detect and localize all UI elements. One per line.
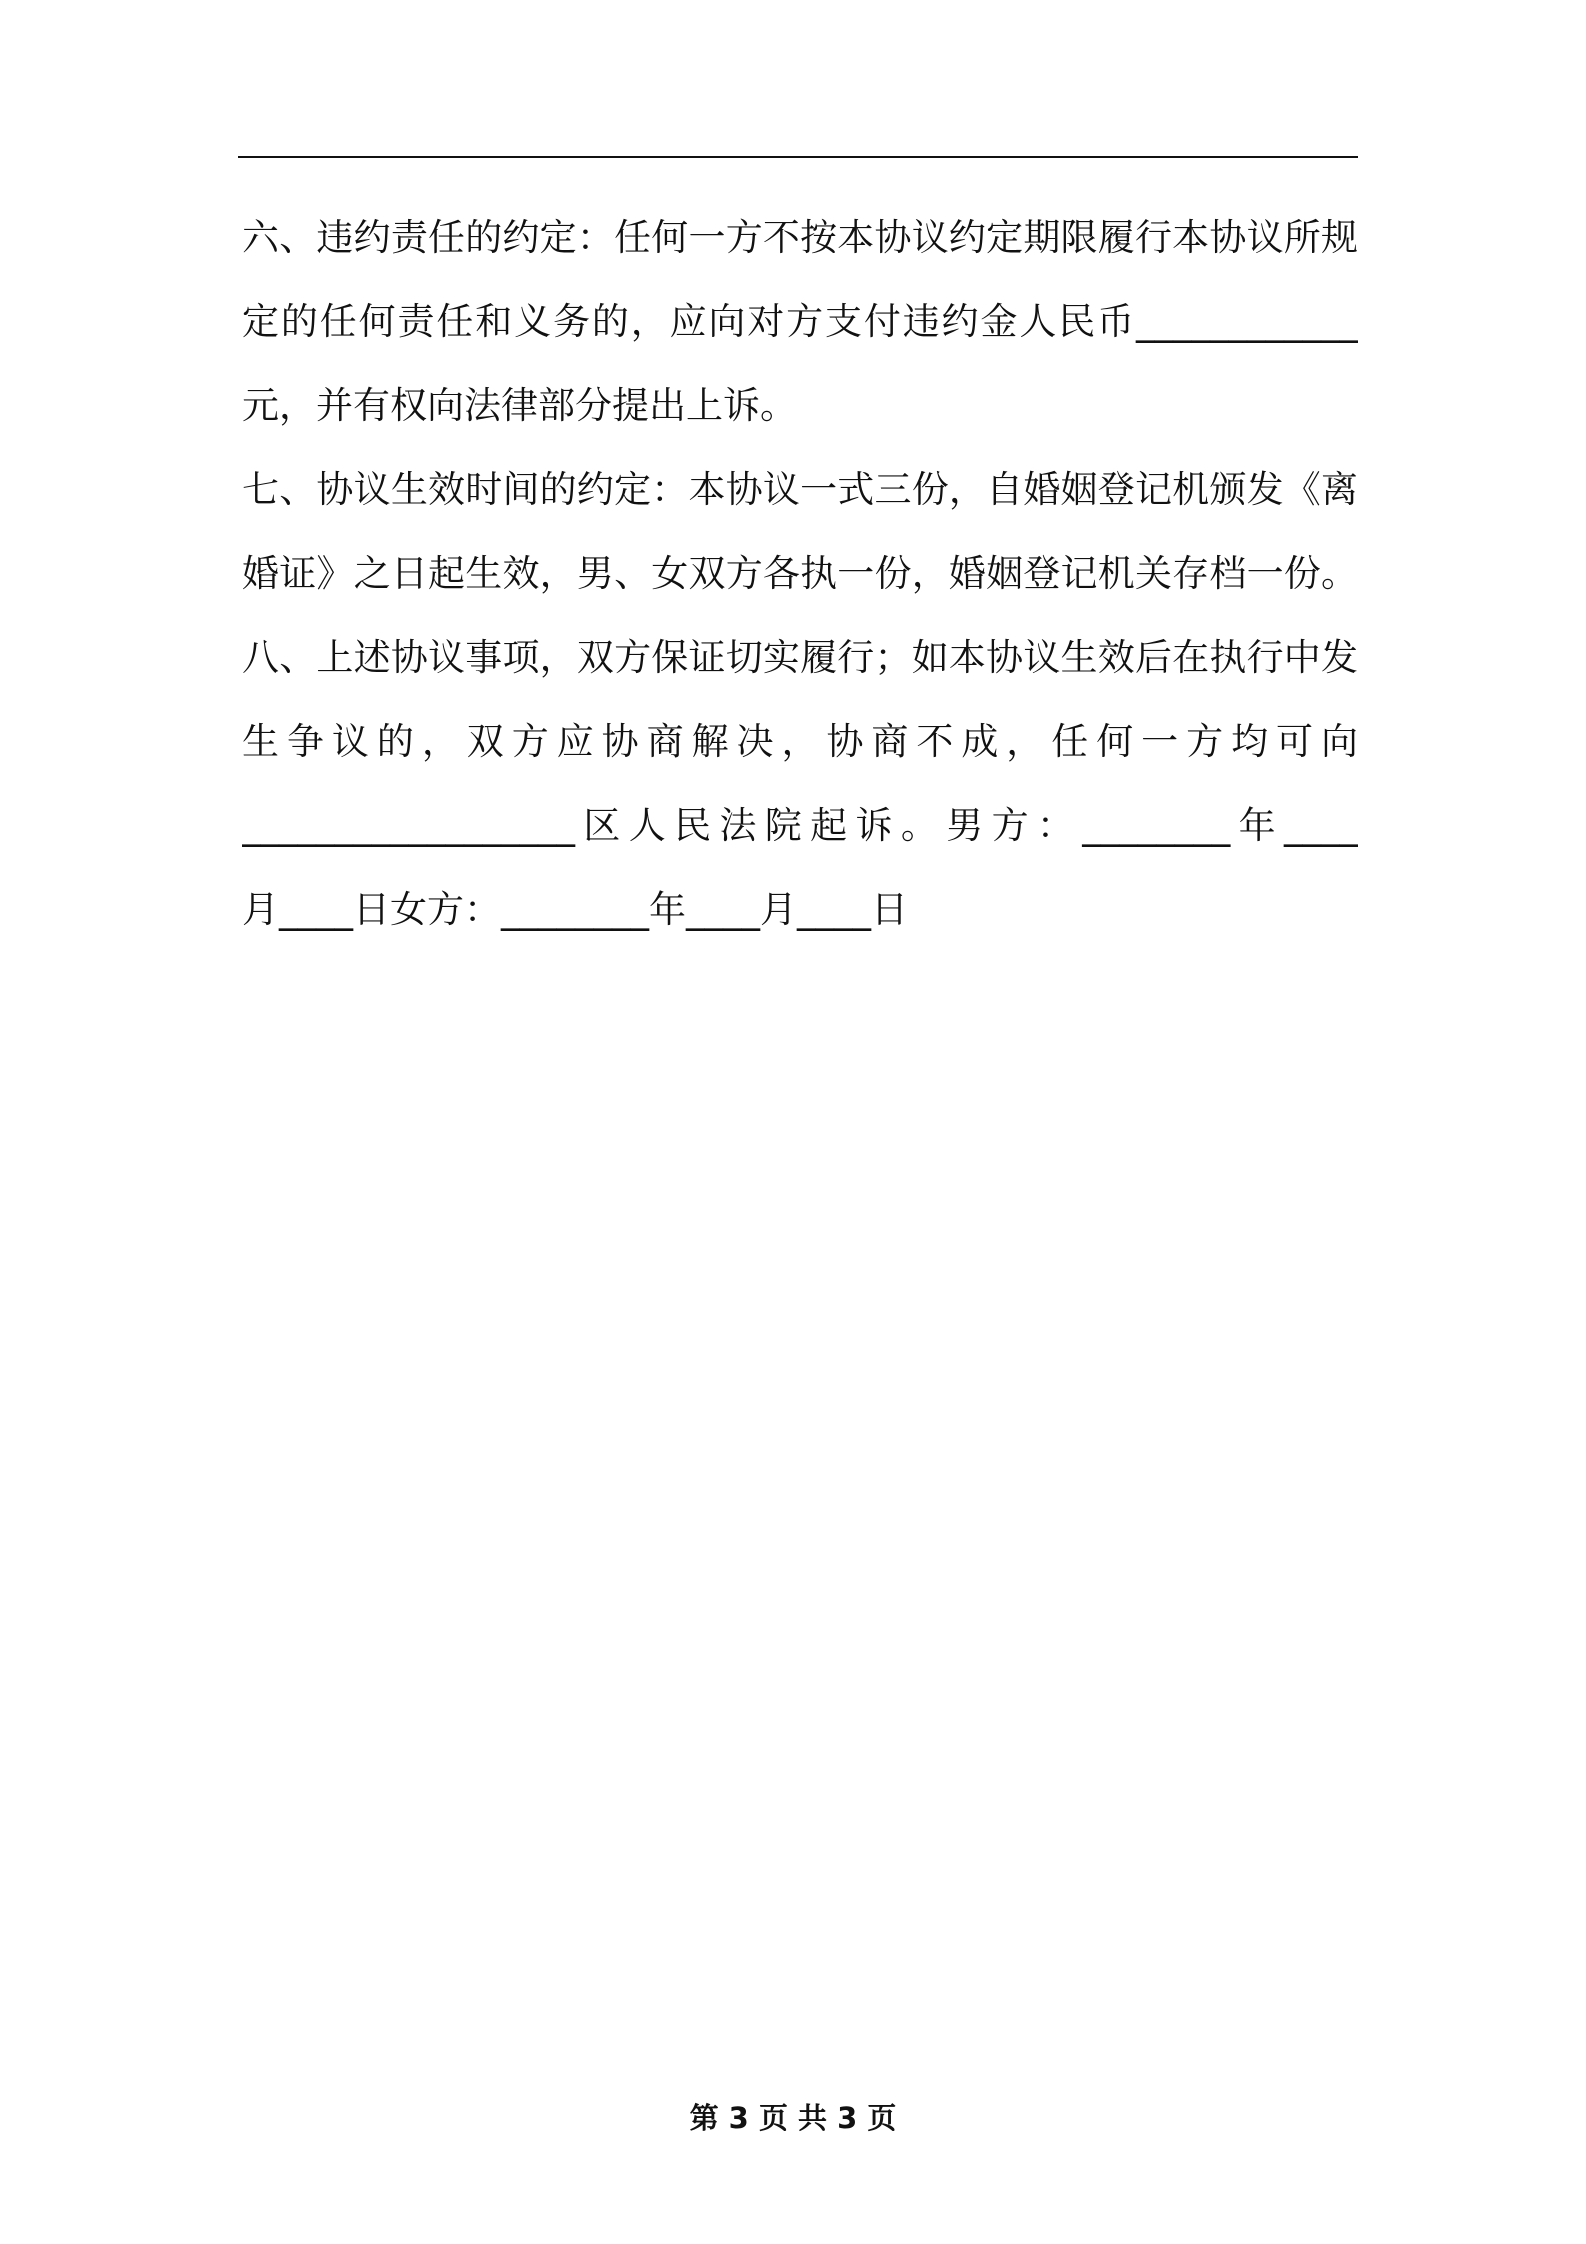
signature-date-line: 月____日女方：________年____月____日: [242, 888, 908, 931]
clause-6-line-3: 元，并有权向法律部分提出上诉。: [242, 384, 797, 427]
clause-8-line-1: 八、上述协议事项，双方保证切实履行；如本协议生效后在执行中发: [242, 636, 1358, 679]
clause-7-line-1: 七、协议生效时间的约定：本协议一式三份，自婚姻登记机颁发《离: [242, 468, 1358, 511]
clause-8-line-3: __________________区人民法院起诉。男方：________年____: [242, 804, 1358, 847]
page-number-footer: 第 3 页 共 3 页: [689, 2101, 897, 2135]
agreement-clauses: [242, 196, 1358, 952]
clause-6-line-2: 定的任何责任和义务的，应向对方支付违约金人民币____________: [242, 300, 1358, 343]
clause-6-line-1: 六、违约责任的约定：任何一方不按本协议约定期限履行本协议所规: [242, 216, 1358, 259]
header-divider: [238, 156, 1358, 158]
clause-7-line-2: 婚证》之日起生效，男、女双方各执一份，婚姻登记机关存档一份。: [242, 552, 1358, 595]
clause-8-line-2: 生争议的，双方应协商解决，协商不成，任何一方均可向: [242, 720, 1358, 763]
